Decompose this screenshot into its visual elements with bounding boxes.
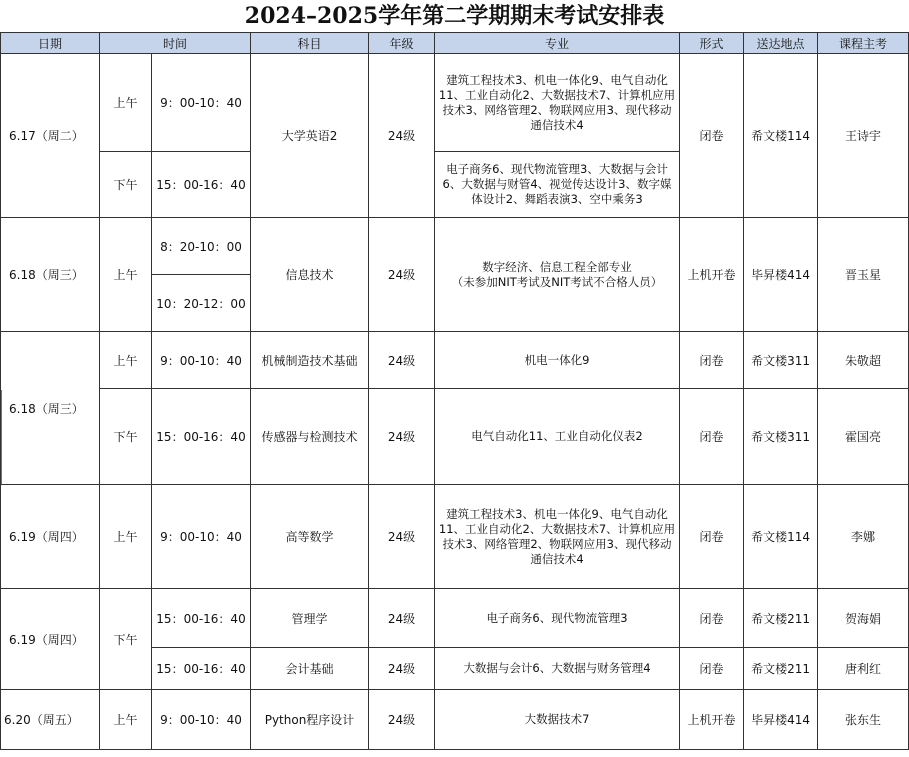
major-cell[interactable]: 电气自动化11、工业自动化仪表2 xyxy=(435,389,680,485)
grade-cell[interactable]: 24级 xyxy=(369,389,435,485)
major-cell[interactable]: 电子商务6、现代物流管理3、大数据与会计6、大数据与财管4、视觉传达设计3、数字媒体设计2、舞蹈表演3、空中乘务3 xyxy=(435,152,680,218)
location-cell[interactable]: 毕昇楼414 xyxy=(744,690,818,750)
location-cell[interactable]: 希文楼114 xyxy=(744,485,818,589)
subject-cell[interactable]: 高等数学 xyxy=(251,485,369,589)
format-cell[interactable]: 闭卷 xyxy=(680,648,744,690)
period-cell[interactable]: 下午 xyxy=(100,152,152,218)
period-cell[interactable]: 下午 xyxy=(100,389,152,485)
date-cell[interactable]: 6.19（周四） xyxy=(1,485,100,589)
table-row xyxy=(1,389,909,485)
table-row xyxy=(1,485,909,589)
location-cell[interactable]: 希文楼114 xyxy=(744,54,818,218)
grade-cell[interactable]: 24级 xyxy=(369,485,435,589)
period-cell[interactable]: 上午 xyxy=(100,332,152,389)
examiner-cell[interactable]: 朱敬超 xyxy=(818,332,909,389)
time-cell[interactable]: 15：00-16：40 xyxy=(152,648,251,690)
time-cell[interactable]: 15：00-16：40 xyxy=(152,389,251,485)
header-time: 时间 xyxy=(100,33,251,54)
major-cell[interactable]: 大数据技术7 xyxy=(435,690,680,750)
time-cell[interactable]: 9：00-10：40 xyxy=(152,332,251,389)
grade-cell[interactable]: 24级 xyxy=(369,218,435,332)
table-row xyxy=(1,589,909,648)
table-row xyxy=(1,54,909,152)
examiner-cell[interactable]: 贺海娟 xyxy=(818,589,909,648)
header-grade: 年级 xyxy=(369,33,435,54)
major-cell[interactable]: 机电一体化9 xyxy=(435,332,680,389)
period-cell[interactable]: 上午 xyxy=(100,54,152,152)
subject-cell[interactable]: 机械制造技术基础 xyxy=(251,332,369,389)
time-cell[interactable]: 9：00-10：40 xyxy=(152,485,251,589)
examiner-cell[interactable]: 晋玉星 xyxy=(818,218,909,332)
header-examiner: 课程主考 xyxy=(818,33,909,54)
header-major: 专业 xyxy=(435,33,680,54)
page-title: 2024–2025学年第二学期期末考试安排表 xyxy=(244,3,665,29)
grade-cell[interactable]: 24级 xyxy=(369,690,435,750)
time-cell[interactable]: 9：00-10：40 xyxy=(152,690,251,750)
major-cell[interactable]: 大数据与会计6、大数据与财务管理4 xyxy=(435,648,680,690)
examiner-cell[interactable]: 张东生 xyxy=(818,690,909,750)
major-cell[interactable]: 建筑工程技术3、机电一体化9、电气自动化11、工业自动化2、大数据技术7、计算机应用技术3、网络管理2、物联网应用3、现代移动通信技术4 xyxy=(435,54,680,152)
format-cell[interactable]: 上机开卷 xyxy=(680,218,744,332)
date-cell[interactable]: 6.17（周二） xyxy=(1,54,100,218)
location-cell[interactable]: 希文楼311 xyxy=(744,332,818,389)
date-cell[interactable]: 6.18（周三） xyxy=(1,332,100,485)
major-cell[interactable]: 电子商务6、现代物流管理3 xyxy=(435,589,680,648)
location-cell[interactable]: 希文楼211 xyxy=(744,648,818,690)
grade-cell[interactable]: 24级 xyxy=(369,648,435,690)
grade-cell[interactable]: 24级 xyxy=(369,54,435,218)
header-location: 送达地点 xyxy=(744,33,818,54)
table-row xyxy=(1,690,909,750)
time-cell[interactable]: 15：00-16：40 xyxy=(152,589,251,648)
table-row xyxy=(1,332,909,389)
format-cell[interactable]: 闭卷 xyxy=(680,485,744,589)
period-cell[interactable]: 下午 xyxy=(100,589,152,690)
header-subject: 科目 xyxy=(251,33,369,54)
subject-cell[interactable]: 大学英语2 xyxy=(251,54,369,218)
grade-cell[interactable]: 24级 xyxy=(369,589,435,648)
subject-cell[interactable]: 信息技术 xyxy=(251,218,369,332)
examiner-cell[interactable]: 霍国亮 xyxy=(818,389,909,485)
period-cell[interactable]: 上午 xyxy=(100,690,152,750)
time-cell[interactable]: 9：00-10：40 xyxy=(152,54,251,152)
period-cell[interactable]: 上午 xyxy=(100,485,152,589)
examiner-cell[interactable]: 唐利红 xyxy=(818,648,909,690)
subject-cell[interactable]: Python程序设计 xyxy=(251,690,369,750)
format-cell[interactable]: 闭卷 xyxy=(680,389,744,485)
major-cell[interactable]: 建筑工程技术3、机电一体化9、电气自动化11、工业自动化2、大数据技术7、计算机应用技术3、网络管理2、物联网应用3、现代移动通信技术4 xyxy=(435,485,680,589)
time-cell[interactable]: 10：20-12：00 xyxy=(152,275,251,332)
location-cell[interactable]: 希文楼311 xyxy=(744,389,818,485)
major-line: （未参加NIT考试及NIT考试不合格人员） xyxy=(451,274,663,289)
table-row xyxy=(1,218,909,275)
format-cell[interactable]: 上机开卷 xyxy=(680,690,744,750)
format-cell[interactable]: 闭卷 xyxy=(680,54,744,218)
examiner-cell[interactable]: 王诗宇 xyxy=(818,54,909,218)
header-row xyxy=(1,33,909,54)
period-cell[interactable]: 上午 xyxy=(100,218,152,332)
date-cell[interactable]: 6.18（周三） xyxy=(1,218,100,332)
header-format: 形式 xyxy=(680,33,744,54)
examiner-cell[interactable]: 李娜 xyxy=(818,485,909,589)
time-cell[interactable]: 8：20-10：00 xyxy=(152,218,251,275)
exam-schedule-table xyxy=(0,32,909,750)
subject-cell[interactable]: 传感器与检测技术 xyxy=(251,389,369,485)
date-cell[interactable]: 6.20（周五） xyxy=(1,690,100,750)
date-cell[interactable]: 6.19（周四） xyxy=(1,589,100,690)
time-cell[interactable]: 15：00-16：40 xyxy=(152,152,251,218)
format-cell[interactable]: 闭卷 xyxy=(680,589,744,648)
format-cell[interactable]: 闭卷 xyxy=(680,332,744,389)
location-cell[interactable]: 毕昇楼414 xyxy=(744,218,818,332)
grade-cell[interactable]: 24级 xyxy=(369,332,435,389)
subject-cell[interactable]: 管理学 xyxy=(251,589,369,648)
major-line: 数字经济、信息工程全部专业 xyxy=(482,259,632,274)
major-cell[interactable] xyxy=(435,218,680,332)
subject-cell[interactable]: 会计基础 xyxy=(251,648,369,690)
location-cell[interactable]: 希文楼211 xyxy=(744,589,818,648)
header-date: 日期 xyxy=(1,33,100,54)
